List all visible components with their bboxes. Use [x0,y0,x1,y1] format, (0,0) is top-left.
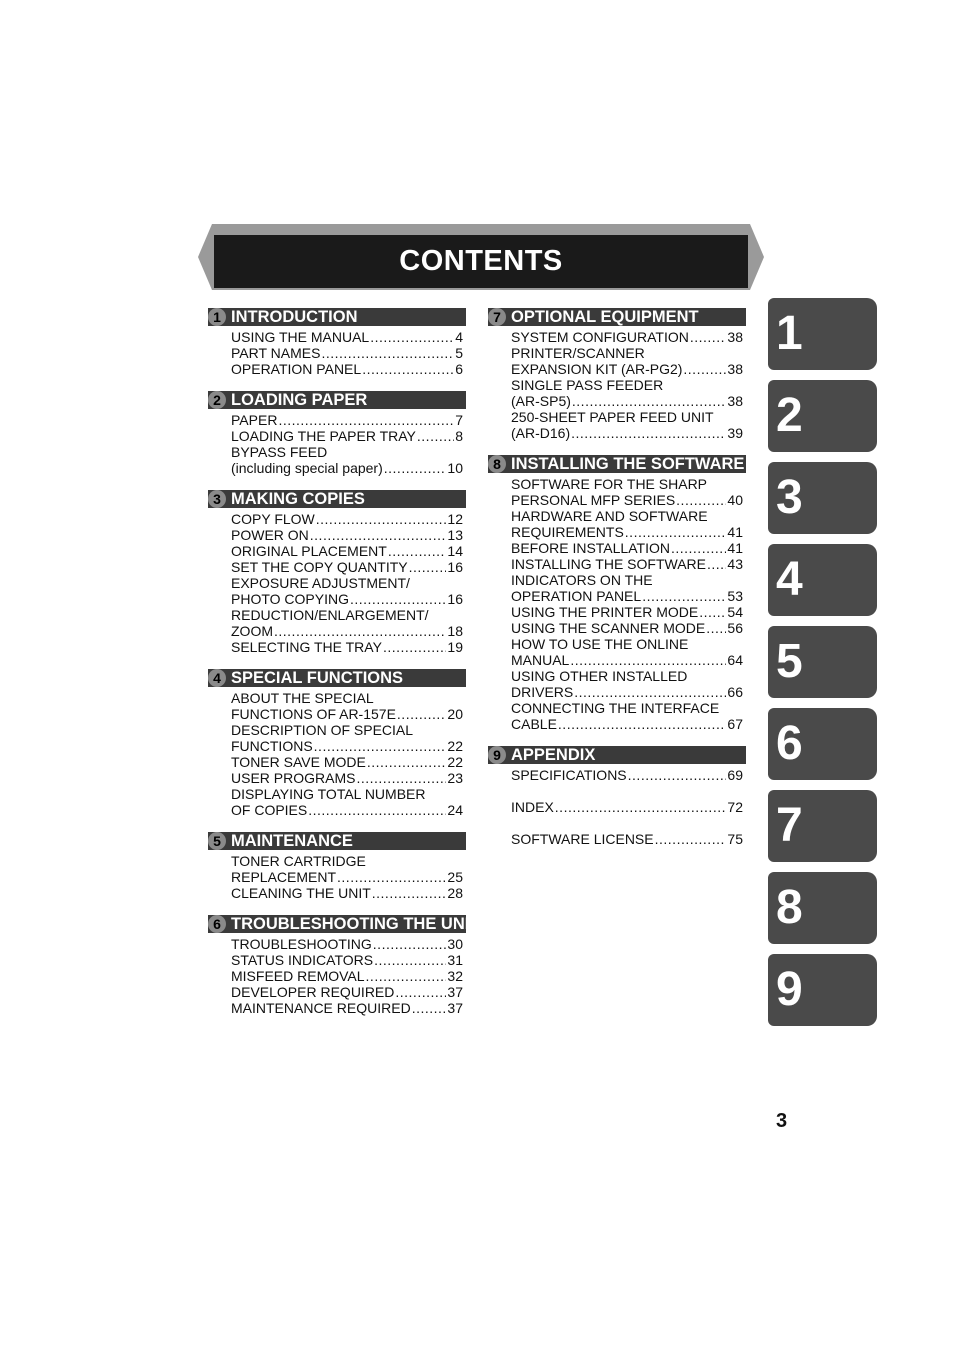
entry-title: PERSONAL MFP SERIES [511,492,676,508]
entry-page: 31 [447,952,463,968]
toc-section-8 [488,455,746,746]
toc-entry [511,508,743,524]
section-gap [208,476,466,490]
toc-entry[interactable] [231,952,463,968]
entry-title: DISPLAYING TOTAL NUMBER [231,786,426,802]
dot-leader [366,968,447,984]
section-number-badge: 2 [208,391,226,409]
section-title: OPTIONAL EQUIPMENT [511,308,699,326]
toc-entry [511,700,743,716]
entry-title: HOW TO USE THE ONLINE [511,636,689,652]
toc-entry [231,607,463,623]
entry-page: 6 [455,361,463,377]
entry-title: SPECIFICATIONS [511,767,627,783]
chapter-tab-3[interactable]: 3 [768,462,877,534]
section-header[interactable] [208,915,480,933]
dot-leader [274,623,446,639]
section-gap [208,377,466,391]
entry-title: (including special paper) [231,460,383,476]
toc-entry[interactable] [511,556,743,572]
toc-entry[interactable] [231,770,463,786]
entry-page: 56 [727,620,743,636]
dot-leader [350,591,446,607]
toc-entry[interactable] [511,767,743,783]
toc-section-9 [488,746,746,847]
entry-page: 4 [455,329,463,345]
entry-title: ABOUT THE SPECIAL [231,690,374,706]
dot-leader [707,556,726,572]
entry-title: DEVELOPER REQUIRED [231,984,395,1000]
toc-entry[interactable] [231,543,463,559]
entry-title: DRIVERS [511,684,574,700]
entry-page: 22 [447,738,463,754]
dot-leader [625,524,727,540]
entry-title: USING THE MANUAL [231,329,370,345]
entry-title: USING THE SCANNER MODE [511,620,706,636]
entry-title: TONER CARTRIDGE [231,853,366,869]
entry-title: INDEX [511,799,554,815]
entry-page: 32 [447,968,463,984]
section-number-badge: 1 [208,308,226,326]
dot-leader [367,754,447,770]
chapter-tab-4[interactable]: 4 [768,544,877,616]
entry-page: 67 [727,716,743,732]
dot-leader [370,329,454,345]
dot-leader [683,361,726,377]
dot-leader [571,425,726,441]
section-header[interactable] [208,490,466,508]
entry-page: 7 [455,412,463,428]
toc-entry[interactable] [231,754,463,770]
entry-page: 38 [727,361,743,377]
toc-entry[interactable] [511,492,743,508]
entry-page: 8 [455,428,463,444]
dot-leader [373,936,447,952]
section-title: APPENDIX [511,746,596,764]
entry-page: 43 [727,556,743,572]
toc-entry[interactable] [231,329,463,345]
dot-leader [310,527,447,543]
toc-section-2 [208,391,466,490]
toc-entry[interactable] [231,623,463,639]
entry-title: OF COPIES [231,802,308,818]
entry-page: 53 [727,588,743,604]
toc-entry[interactable] [231,511,463,527]
toc-entry [511,476,743,492]
section-number-badge: 4 [208,669,226,687]
toc-entry[interactable] [231,460,463,476]
toc-entry[interactable] [231,639,463,655]
toc-entry[interactable] [511,524,743,540]
dot-leader [409,559,447,575]
entry-title: BEFORE INSTALLATION [511,540,670,556]
entry-title: PART NAMES [231,345,321,361]
entry-title: USING OTHER INSTALLED [511,668,688,684]
section-title: SPECIAL FUNCTIONS [231,669,404,687]
toc-section-7 [488,308,746,455]
toc-entry[interactable] [231,802,463,818]
entry-title: TROUBLESHOOTING [231,936,372,952]
entry-title: COPY FLOW [231,511,315,527]
section-header[interactable] [488,455,746,473]
toc-section-4 [208,669,466,832]
entry-title: INDICATORS ON THE [511,572,653,588]
entry-page: 25 [447,869,463,885]
entry-page: 41 [727,540,743,556]
entry-title: 250-SHEET PAPER FEED UNIT [511,409,714,425]
dot-leader [628,767,727,783]
toc-entry[interactable] [231,936,463,952]
entry-title: SOFTWARE LICENSE [511,831,654,847]
toc-entry[interactable] [511,588,743,604]
entry-page: 69 [727,767,743,783]
toc-entry [231,575,463,591]
toc-entry [511,345,743,361]
entry-page: 64 [727,652,743,668]
section-header[interactable] [488,308,746,326]
toc-entry [511,636,743,652]
toc-entry[interactable] [231,559,463,575]
chapter-tab-7[interactable]: 7 [768,790,877,862]
toc-entry [231,786,463,802]
toc-entry [511,668,743,684]
dot-leader [278,412,454,428]
entry-page: 38 [727,329,743,345]
entry-page: 72 [727,799,743,815]
entry-title: SYSTEM CONFIGURATION [511,329,689,345]
entry-title: POWER ON [231,527,309,543]
dot-leader [642,588,726,604]
section-header[interactable] [208,669,466,687]
entry-spacer [511,815,743,831]
toc-entry[interactable] [511,361,743,377]
dot-leader [372,885,447,901]
entry-title: ZOOM [231,623,273,639]
page-title [214,235,748,288]
entry-page: 23 [447,770,463,786]
dot-leader [572,393,727,409]
entry-page: 54 [727,604,743,620]
toc-entry[interactable] [511,652,743,668]
section-number-badge: 9 [488,746,506,764]
dot-leader [655,831,727,847]
toc-entry[interactable] [231,1000,463,1016]
dot-leader [388,543,447,559]
entry-title: (AR-D16) [511,425,571,441]
entry-page: 14 [447,543,463,559]
entry-title: REQUIREMENTS [511,524,624,540]
section-title: LOADING PAPER [231,391,368,409]
toc-entry[interactable] [511,393,743,409]
toc-entry[interactable] [231,968,463,984]
dot-leader [395,984,446,1000]
entry-title: FUNCTIONS [231,738,313,754]
section-number-badge: 5 [208,832,226,850]
section-gap [208,655,466,669]
entry-page: 28 [447,885,463,901]
entry-page: 19 [447,639,463,655]
dot-leader [555,799,727,815]
entry-title: EXPANSION KIT (AR-PG2) [511,361,683,377]
toc-entry[interactable] [231,738,463,754]
toc-entry [231,444,463,460]
section-title: INSTALLING THE SOFTWARE [511,455,745,473]
entry-page: 39 [727,425,743,441]
toc-entry[interactable] [231,527,463,543]
entry-title: SET THE COPY QUANTITY [231,559,408,575]
section-title: MAINTENANCE [231,832,353,850]
toc-entry[interactable] [231,428,463,444]
toc-entry[interactable] [231,984,463,1000]
entry-page: 66 [727,684,743,700]
toc-left-column [208,308,480,1016]
section-title: MAKING COPIES [231,490,365,508]
dot-leader [383,639,446,655]
toc-entry[interactable] [511,540,743,556]
chapter-tab-2[interactable]: 2 [768,380,877,452]
toc-entry[interactable] [511,684,743,700]
toc-entry [231,690,463,706]
toc-entry[interactable] [231,706,463,722]
section-header[interactable] [488,746,746,764]
entry-title: BYPASS FEED [231,444,328,460]
entry-title: LOADING THE PAPER TRAY [231,428,416,444]
dot-leader [574,684,726,700]
toc-entry [511,377,743,393]
dot-leader [384,460,447,476]
entry-title: PAPER [231,412,278,428]
entry-page: 37 [447,984,463,1000]
page-title-text: CONTENTS [399,245,563,277]
dot-leader [321,345,454,361]
entry-page: 16 [447,559,463,575]
dot-leader [362,361,454,377]
toc-entry[interactable] [511,716,743,732]
entry-page: 30 [447,936,463,952]
section-number-badge: 6 [208,915,226,933]
chapter-tab-1[interactable]: 1 [768,298,877,370]
entry-title: MISFEED REMOVAL [231,968,365,984]
entry-title: USER PROGRAMS [231,770,356,786]
entry-page: 38 [727,393,743,409]
page-number: 3 [776,1110,788,1132]
section-gap [208,818,466,832]
entry-title: HARDWARE AND SOFTWARE [511,508,708,524]
dot-leader [337,869,446,885]
dot-leader [374,952,446,968]
toc-right-column [488,308,746,847]
entry-page: 75 [727,831,743,847]
toc-entry[interactable] [511,620,743,636]
entry-title: SELECTING THE TRAY [231,639,382,655]
toc-entry [231,722,463,738]
toc-section-3 [208,490,466,669]
entry-title: OPERATION PANEL [231,361,362,377]
toc-entry[interactable] [511,425,743,441]
entry-page: 20 [447,706,463,722]
toc-entry[interactable] [231,869,463,885]
entry-page: 22 [447,754,463,770]
entry-title: USING THE PRINTER MODE [511,604,699,620]
entry-title: PRINTER/SCANNER [511,345,645,361]
entry-title: STATUS INDICATORS [231,952,374,968]
entry-page: 37 [447,1000,463,1016]
entry-title: CLEANING THE UNIT [231,885,371,901]
toc-entry[interactable] [511,329,743,345]
entry-page: 18 [447,623,463,639]
toc-entry[interactable] [231,412,463,428]
toc-entry [231,853,463,869]
entry-title: CONNECTING THE INTERFACE [511,700,720,716]
entry-page: 5 [455,345,463,361]
toc-section-5 [208,832,466,915]
toc-section-1 [208,308,466,391]
entry-title: REDUCTION/ENLARGEMENT/ [231,607,429,623]
dot-leader [316,511,447,527]
entry-title: PHOTO COPYING [231,591,349,607]
dot-leader [356,770,446,786]
entry-title: ORIGINAL PLACEMENT [231,543,387,559]
dot-leader [314,738,447,754]
chapter-tab-6[interactable]: 6 [768,708,877,780]
chapter-tab-8[interactable]: 8 [768,872,877,944]
dot-leader [570,652,726,668]
toc-entry[interactable] [511,831,743,847]
dot-leader [558,716,727,732]
entry-title: OPERATION PANEL [511,588,642,604]
entry-title: DESCRIPTION OF SPECIAL [231,722,414,738]
section-number-badge: 3 [208,490,226,508]
dot-leader [417,428,454,444]
entry-title: SOFTWARE FOR THE SHARP [511,476,708,492]
section-header[interactable] [208,391,466,409]
entry-title: MAINTENANCE REQUIRED [231,1000,411,1016]
entry-page: 10 [447,460,463,476]
entry-title: INSTALLING THE SOFTWARE [511,556,706,572]
section-header[interactable] [208,832,466,850]
dot-leader [699,604,726,620]
entry-spacer [511,783,743,799]
dot-leader [676,492,726,508]
toc-section-6 [208,915,480,1016]
dot-leader [412,1000,447,1016]
dot-leader [706,620,726,636]
dot-leader [671,540,726,556]
entry-title: REPLACEMENT [231,869,337,885]
entry-page: 24 [447,802,463,818]
toc-entry [511,409,743,425]
entry-title: EXPOSURE ADJUSTMENT/ [231,575,410,591]
section-gap [488,441,746,455]
toc-entry [511,572,743,588]
section-number-badge: 8 [488,455,506,473]
section-title: TROUBLESHOOTING THE UNIT [231,915,480,933]
chapter-tab-5[interactable]: 5 [768,626,877,698]
entry-page: 16 [447,591,463,607]
section-title: INTRODUCTION [231,308,358,326]
dot-leader [397,706,447,722]
toc-entry[interactable] [511,604,743,620]
toc-entry[interactable] [231,361,463,377]
section-header[interactable] [208,308,466,326]
entry-title: TONER SAVE MODE [231,754,366,770]
entry-page: 12 [447,511,463,527]
toc-entry[interactable] [511,799,743,815]
entry-title: MANUAL [511,652,570,668]
toc-entry[interactable] [231,345,463,361]
entry-page: 13 [447,527,463,543]
dot-leader [690,329,727,345]
chapter-tab-9[interactable]: 9 [768,954,877,1026]
toc-entry[interactable] [231,885,463,901]
entry-title: SINGLE PASS FEEDER [511,377,664,393]
section-number-badge: 7 [488,308,506,326]
toc-entry[interactable] [231,591,463,607]
section-gap [488,732,746,746]
entry-page: 41 [727,524,743,540]
section-gap [208,901,466,915]
entry-title: (AR-SP5) [511,393,571,409]
dot-leader [308,802,446,818]
entry-page: 40 [727,492,743,508]
entry-title: CABLE [511,716,557,732]
entry-title: FUNCTIONS OF AR-157E [231,706,396,722]
